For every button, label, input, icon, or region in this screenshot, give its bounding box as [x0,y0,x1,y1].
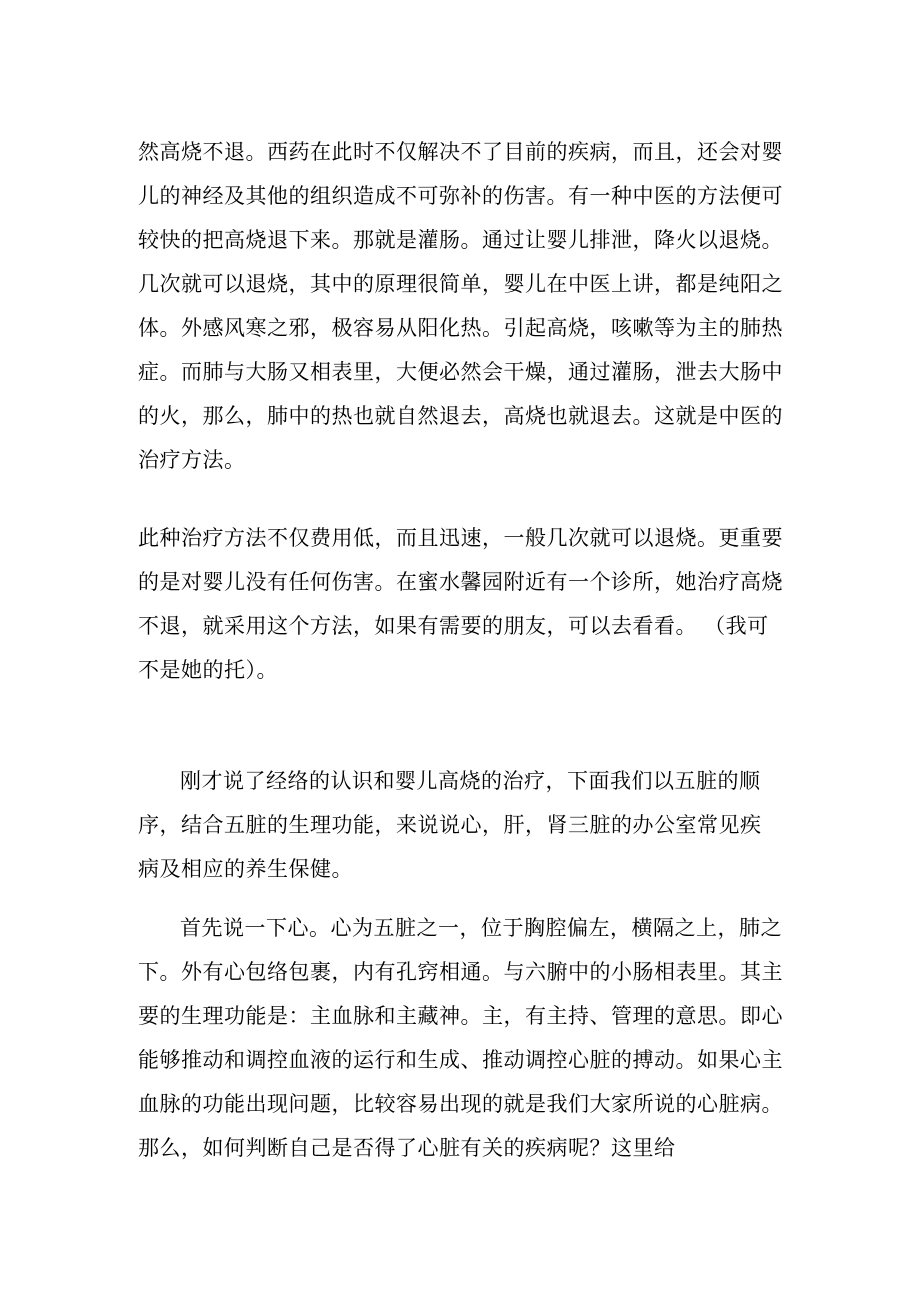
paragraph-1-line-7: 的火，那么，肺中的热也就自然退去，高烧也就退去。这就是中医的 [138,404,783,428]
paragraph-3-line-3: 病及相应的养生保健。 [138,857,353,881]
paragraph-4-line-3: 要的生理功能是：主血脉和主藏神。主，有主持、管理的意思。即心 [138,1004,783,1028]
paragraph-1-line-3: 较快的把高烧退下来。那就是灌肠。通过让婴儿排泄，降火以退烧。 [138,228,783,252]
paragraph-1-line-6: 症。而肺与大肠又相表里，大便必然会干燥，通过灌肠，泄去大肠中 [138,360,783,384]
paragraph-1-line-4: 几次就可以退烧，其中的原理很简单，婴儿在中医上讲，都是纯阳之 [138,272,783,296]
paragraph-1-line-8: 治疗方法。 [138,448,246,472]
paragraph-3-line-2: 序，结合五脏的生理功能，来说说心，肝，肾三脏的办公室常见疾 [138,813,762,837]
paragraph-2-line-3: 不退，就采用这个方法，如果有需要的朋友，可以去看看。 （我可 [138,614,769,638]
paragraph-3-line-1: 刚才说了经络的认识和婴儿高烧的治疗，下面我们以五脏的顺 [180,769,761,793]
paragraph-4-line-5: 血脉的功能出现问题，比较容易出现的就是我们大家所说的心脏病。 [138,1092,783,1116]
paragraph-2-line-1: 此种治疗方法不仅费用低，而且迅速，一般几次就可以退烧。更重要 [138,526,783,550]
paragraph-4-line-6: 那么，如何判断自己是否得了心脏有关的疾病呢？这里给 [138,1136,676,1160]
paragraph-1-line-2: 儿的神经及其他的组织造成不可弥补的伤害。有一种中医的方法便可 [138,184,783,208]
paragraph-4-line-4: 能够推动和调控血液的运行和生成、推动调控心脏的搏动。如果心主 [138,1048,783,1072]
paragraph-4-line-1: 首先说一下心。心为五脏之一，位于胸腔偏左，横隔之上，肺之 [180,916,782,940]
paragraph-4-line-2: 下。外有心包络包裹，内有孔窍相通。与六腑中的小肠相表里。其主 [138,960,783,984]
paragraph-2-line-2: 的是对婴儿没有任何伤害。在蜜水馨园附近有一个诊所，她治疗高烧 [138,570,783,594]
paragraph-1-line-5: 体。外感风寒之邪，极容易从阳化热。引起高烧，咳嗽等为主的肺热 [138,316,783,340]
paragraph-1-line-1: 然高烧不退。西药在此时不仅解决不了目前的疾病，而且，还会对婴 [138,140,783,164]
paragraph-2-line-4: 不是她的托）。 [138,658,278,682]
